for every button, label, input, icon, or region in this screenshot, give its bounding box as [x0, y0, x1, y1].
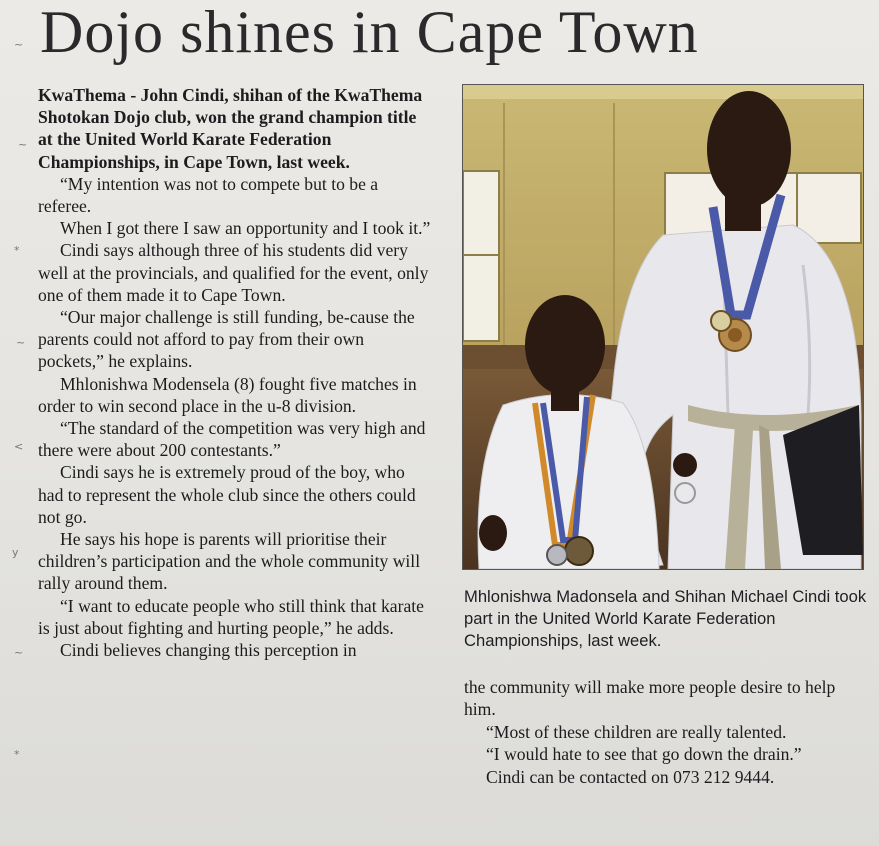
- article-paragraph: “My intention was not to compete but to be a referee.: [38, 173, 379, 217]
- pen-mark-icon: <: [14, 440, 24, 453]
- article-paragraph: When I got there I saw an opportunity and I took it.”: [60, 218, 431, 239]
- article-column-right: [464, 676, 864, 788]
- article-paragraph: “Our major challenge is still funding, be-cause the parents could not afford to pay from their own pockets,” he explains.: [38, 307, 415, 372]
- photo-illustration: [463, 85, 863, 569]
- lead-paragraph: KwaThema - John Cindi, shihan of the KwaThema Shotokan Dojo club, won the grand champion title at the United World Karate Federation Championships, in Cape Town, last week.: [38, 85, 423, 172]
- article-paragraph: Cindi believes changing this perception in: [60, 640, 357, 661]
- pen-mark-icon: y: [12, 546, 19, 559]
- pen-mark-icon: ~: [18, 138, 28, 151]
- pen-mark-icon: ~: [14, 646, 24, 659]
- pen-mark-icon: *: [14, 748, 20, 761]
- article-paragraph: Mhlonishwa Modensela (8) fought five matches in order to win second place in the u-8 division.: [38, 373, 417, 416]
- pen-mark-icon: ~: [16, 336, 26, 349]
- article-paragraph: “Most of these children are really talented.: [486, 721, 787, 742]
- headline: Dojo shines in Cape Town: [40, 0, 699, 65]
- article-paragraph: Cindi says although three of his students did very well at the provincials, and qualified for the event, only one of them made it to Cape Town.: [38, 240, 429, 305]
- article-paragraph: Cindi says he is extremely proud of the boy, who had to represent the whole club since the others could not go.: [38, 462, 416, 527]
- pen-mark-icon: ~: [14, 38, 24, 51]
- article-paragraph: the community will make more people desire to help him.: [464, 677, 836, 720]
- karate-champions-photo: [462, 84, 864, 570]
- contact-line: Cindi can be contacted on 073 212 9444.: [486, 766, 775, 787]
- article-paragraph: “The standard of the competition was very high and there were about 200 contestants.”: [38, 418, 426, 461]
- article-column-left: [38, 84, 433, 661]
- article-paragraph: He says his hope is parents will prioritise their children’s participation and the whole community will rally around them.: [38, 529, 421, 594]
- article-paragraph: “I want to educate people who still think that karate is just about fighting and hurting people,” he adds.: [38, 595, 424, 638]
- article-paragraph: “I would hate to see that go down the drain.”: [486, 744, 802, 765]
- pen-mark-icon: *: [14, 244, 20, 257]
- photo-caption: Mhlonishwa Madonsela and Shihan Michael Cindi took part in the United World Karate Federation Championships, last week.: [464, 587, 867, 650]
